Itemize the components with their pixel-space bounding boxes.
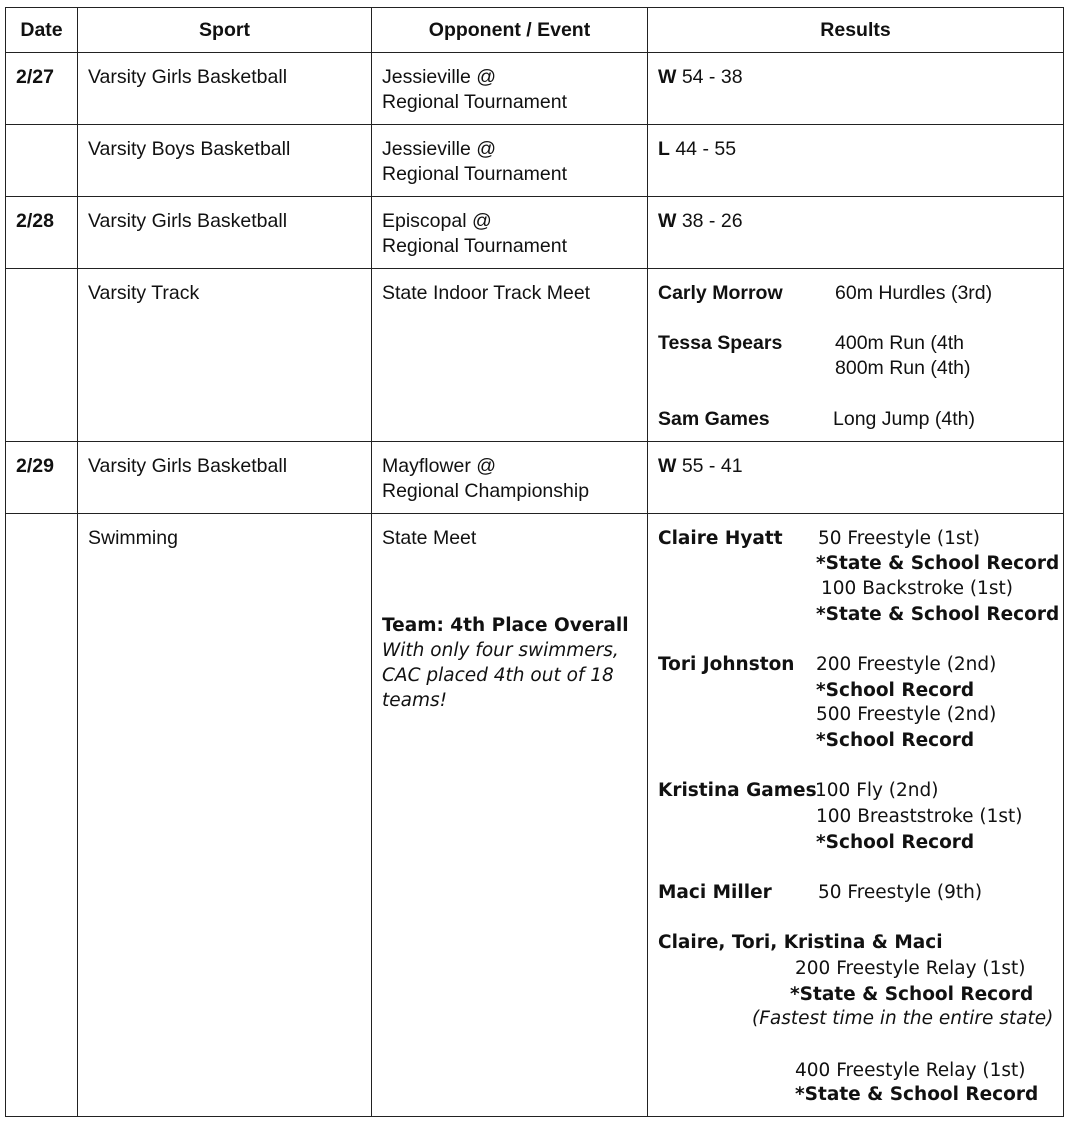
athlete-name: Tessa Spears (658, 332, 783, 354)
table-row (6, 125, 1064, 197)
result-cell (648, 197, 1063, 234)
event-cell (372, 514, 647, 713)
header-date: Date (6, 8, 78, 53)
athlete-event: 50 Freestyle (1st) (818, 528, 981, 549)
event-cell (372, 442, 647, 504)
date-cell (6, 514, 77, 526)
event-line: Episcopal @ (382, 210, 492, 232)
table-row (6, 197, 1064, 269)
record-note: *State & School Record (790, 984, 1034, 1005)
event-line: Regional Tournament (382, 235, 568, 257)
result-score: 38 - 26 (676, 210, 743, 232)
event-line: Jessieville @ (382, 138, 497, 160)
record-note: *School Record (816, 680, 975, 701)
header-event: Opponent / Event (372, 8, 648, 53)
result-letter: W (658, 66, 677, 88)
event-cell: State Indoor Track Meet (382, 282, 591, 304)
date-cell: 2/28 (16, 210, 54, 232)
result-cell (648, 53, 1063, 90)
result-cell (648, 125, 1063, 162)
sport-cell: Varsity Boys Basketball (88, 138, 291, 160)
athlete-name: Maci Miller (658, 882, 772, 903)
record-note: *State & School Record (816, 553, 1060, 574)
table-row (6, 53, 1064, 125)
date-cell (6, 269, 77, 281)
record-note: *School Record (816, 730, 975, 751)
athlete-event: 100 Breaststroke (1st) (816, 806, 1023, 827)
sport-cell: Swimming (88, 527, 178, 549)
athlete-name: Sam Games (658, 408, 770, 430)
sport-cell: Varsity Girls Basketball (88, 210, 288, 232)
header-results: Results (648, 8, 1064, 53)
athlete-name: Tori Johnston (658, 654, 795, 675)
result-score: 54 - 38 (676, 66, 743, 88)
result-letter: L (658, 138, 670, 160)
sport-cell: Varsity Girls Basketball (88, 455, 288, 477)
result-letter: W (658, 455, 677, 477)
record-note: *State & School Record (795, 1084, 1039, 1105)
header-sport: Sport (78, 8, 372, 53)
event-cell (372, 53, 647, 115)
athlete-event: 800m Run (4th) (835, 357, 971, 379)
table-row (6, 514, 1064, 1117)
date-cell (6, 125, 77, 137)
athlete-event: 50 Freestyle (9th) (818, 882, 983, 903)
event-line: State Meet (382, 527, 477, 549)
event-cell (372, 197, 647, 259)
athlete-event: 100 Fly (2nd) (815, 780, 939, 801)
relay-note: (Fastest time in the entire state) (752, 1008, 1054, 1029)
table-row (6, 269, 1064, 442)
swim-results (648, 514, 1063, 1116)
athlete-event: 200 Freestyle (2nd) (816, 654, 997, 675)
team-title: Team: 4th Place Overall (382, 615, 629, 636)
athlete-event: 400m Run (4th (835, 332, 964, 354)
team-note: With only four swimmers, (382, 640, 619, 661)
header-row (6, 8, 1064, 53)
track-results (648, 269, 1063, 441)
result-cell (648, 442, 1063, 479)
relay-names: Claire, Tori, Kristina & Maci (658, 932, 943, 953)
date-cell: 2/27 (16, 66, 54, 88)
athlete-event: 500 Freestyle (2nd) (816, 704, 997, 725)
record-note: *School Record (816, 832, 975, 853)
event-cell (372, 125, 647, 187)
relay-event: 200 Freestyle Relay (1st) (795, 958, 1026, 979)
event-line: Regional Tournament (382, 163, 568, 185)
athlete-event: 100 Backstroke (1st) (821, 578, 1013, 599)
sport-cell: Varsity Girls Basketball (88, 66, 288, 88)
athlete-name: Carly Morrow (658, 282, 783, 304)
team-note: CAC placed 4th out of 18 (382, 665, 614, 686)
event-line: Regional Tournament (382, 91, 568, 113)
athlete-event: 60m Hurdles (3rd) (835, 282, 993, 304)
event-line: Jessieville @ (382, 66, 497, 88)
results-table (5, 7, 1064, 1117)
event-line: Mayflower @ (382, 455, 497, 477)
table-row (6, 442, 1064, 514)
result-score: 44 - 55 (669, 138, 737, 160)
athlete-event: Long Jump (4th) (833, 408, 975, 430)
date-cell: 2/29 (16, 455, 54, 477)
result-letter: W (658, 210, 677, 232)
result-score: 55 - 41 (676, 455, 743, 477)
record-note: *State & School Record (816, 604, 1060, 625)
relay-event: 400 Freestyle Relay (1st) (795, 1060, 1026, 1081)
athlete-name: Claire Hyatt (658, 528, 783, 549)
team-note: teams! (382, 690, 448, 711)
event-line: Regional Championship (382, 480, 590, 502)
sport-cell: Varsity Track (88, 282, 200, 304)
athlete-name: Kristina Games (658, 780, 817, 801)
